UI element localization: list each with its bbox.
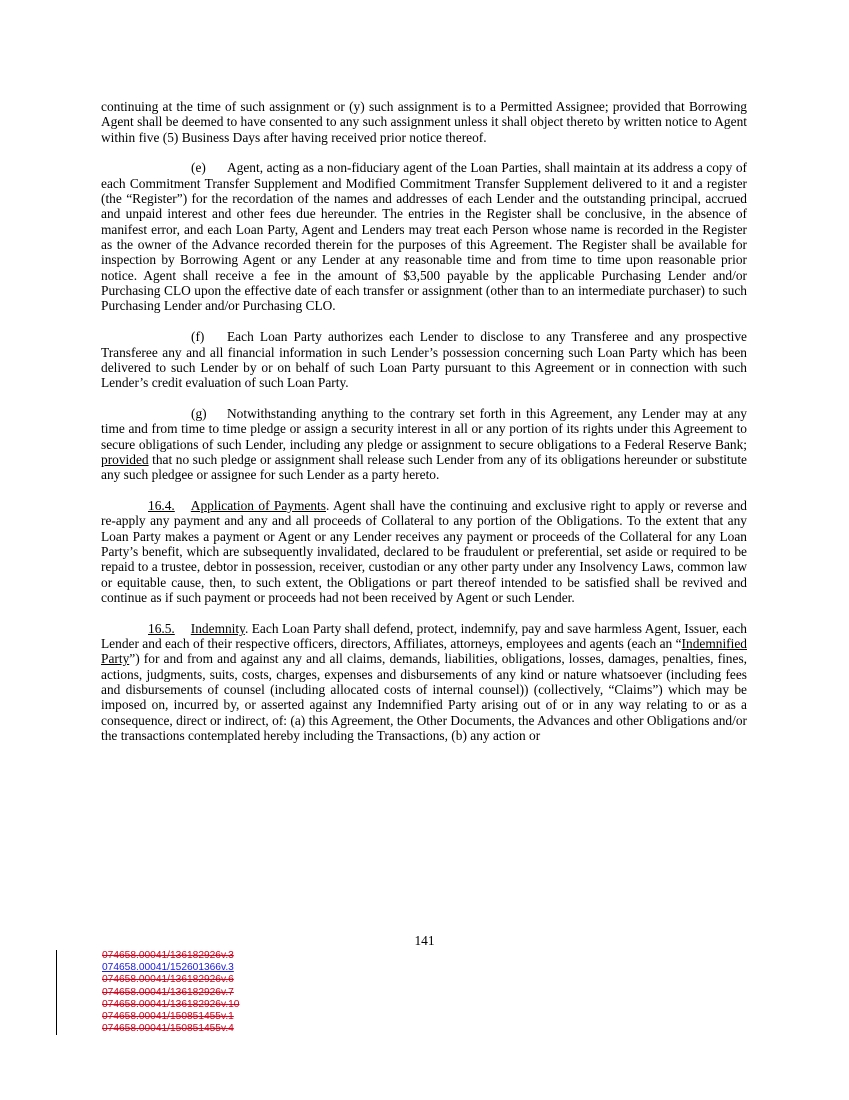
- underlined-term: Indemnified Party: [101, 636, 747, 667]
- item-label: (g): [191, 405, 207, 421]
- paragraph-text: Agent, acting as a non-fiduciary agent of the Loan Parties, shall maintain at its address a copy of each Commitment Transfer Supplement and Modified Commitment Transfer Supplement delivered to it and a register (the “Register”) for the recordation of the names and addresses of each Lender and the outstanding principal, accrued and unpaid interest and other fees due hereunder. The entries in the Register shall be conclusive, in the absence of manifest error, and each Loan Party, Agent and Lenders may treat each Person whose name is recorded in the Register as the owner of the Advance recorded therein for the purposes of this Agreement. The Register shall be available for inspection by Borrowing Agent or any Lender at any reasonable time and from time to time upon reasonable prior notice. Agent shall receive a fee in the amount of $3,500 payable by the applicable Purchasing Lender and/or Purchasing CLO upon the effective date of each transfer or assignment (other than to an intermediate purchaser) to such Purchasing Lender and/or Purchasing CLO.: [101, 160, 747, 314]
- document-body: [101, 99, 747, 759]
- underlined-term: provided: [101, 451, 149, 467]
- doc-id-deleted: 074658.00041/150851455v.4: [102, 1023, 234, 1035]
- paragraph-f: [101, 329, 747, 390]
- section-number: 16.5.: [148, 620, 175, 636]
- doc-id-deleted: 074658.00041/136182926v.7: [102, 986, 234, 998]
- doc-id-current: 074658.00041/152601366v.3: [102, 962, 234, 974]
- doc-id-deleted: 074658.00041/136182926v.3: [102, 950, 234, 961]
- item-label: (f): [191, 329, 205, 345]
- section-heading: Indemnity: [190, 620, 245, 636]
- paragraph-e: [101, 160, 747, 313]
- page-number: 141: [414, 933, 435, 948]
- paragraph-text: Each Loan Party authorizes each Lender to disclose to any Transferee and any prospective Transferee any and all financial information in such Lender’s possession concerning such Loan Party which has been delivered to such Lender by or on behalf of such Loan Party pursuant to this Agreement or in connection with such Lender’s credit evaluation of such Loan Party.: [101, 329, 747, 391]
- section-16-4: [101, 498, 747, 605]
- section-number: 16.4.: [148, 497, 175, 513]
- doc-id-deleted: 074658.00041/136182926v.6: [102, 974, 234, 986]
- paragraph-text: ”) for and from and against any and all claims, demands, liabilities, obligations, losses, damages, penalties, fines, actions, judgments, suits, costs, charges, expenses and disbursements of any kind or nature whatsoever (including fees and disbursements of counsel (including allocated costs of internal counsel)) (collectively, “Claims”) which may be imposed on, incurred by, or asserted against any Indemnified Party arising out of or in any way relating to or as a consequence, direct or indirect, of: (a) this Agreement, the Other Documents, the Advances and other Obligations and/or the transactions contemplated hereby including the Transactions, (b) any action or: [101, 651, 747, 744]
- section-heading: Application of Payments: [190, 497, 326, 513]
- paragraph-text: Notwithstanding anything to the contrary set forth in this Agreement, any Lender may at any time and from time to time pledge or assign a security interest in all or any portion of its rights under this Agreement to secure obligations of such Lender, including any pledge or assignment to secure obligations to a Federal Reserve Bank;: [101, 405, 747, 452]
- section-16-5: [101, 621, 747, 744]
- paragraph-text: . Agent shall have the continuing and exclusive right to apply or reverse and re-apply any payment and any and all proceeds of Collateral to any portion of the Obligations. To the extent that any Loan Party makes a payment or Agent or any Lender receives any payment or proceeds of the Collateral for any Loan Party’s benefit, which are subsequently invalidated, declared to be fraudulent or preferential, set aside or required to be repaid to a trustee, debtor in possession, receiver, custodian or any other party under any Insolvency Laws, common law or equitable cause, then, to such extent, the Obligations or part thereof intended to be satisfied shall be revived and continue as if such payment or proceeds had not been received by Agent or such Lender.: [101, 497, 747, 605]
- paragraph-text: . Each Loan Party shall defend, protect, indemnify, pay and save harmless Agent, Issuer, each Lender and each of their respective officers, directors, Affiliates, attorneys, employees and agents (each an “: [101, 620, 747, 652]
- paragraph-text: continuing at the time of such assignment or (y) such assignment is to a Permitted Assignee; provided that Borrowing Agent shall be deemed to have consented to any such assignment unless it shall object thereto by written notice to Agent within five (5) Business Days after having received prior notice thereof.: [101, 99, 747, 145]
- paragraph-text: that no such pledge or assignment shall release such Lender from any of its obligations hereunder or substitute any such pledgee or assignee for such Lender as a party hereto.: [101, 451, 747, 483]
- doc-id-deleted: 074658.00041/150851455v.1: [102, 1011, 234, 1023]
- paragraph-continuation: [101, 99, 747, 145]
- document-id-list: [56, 950, 239, 1035]
- item-label: (e): [191, 160, 206, 176]
- paragraph-g: [101, 406, 747, 483]
- doc-id-deleted: 074658.00041/136182926v.10: [102, 998, 240, 1010]
